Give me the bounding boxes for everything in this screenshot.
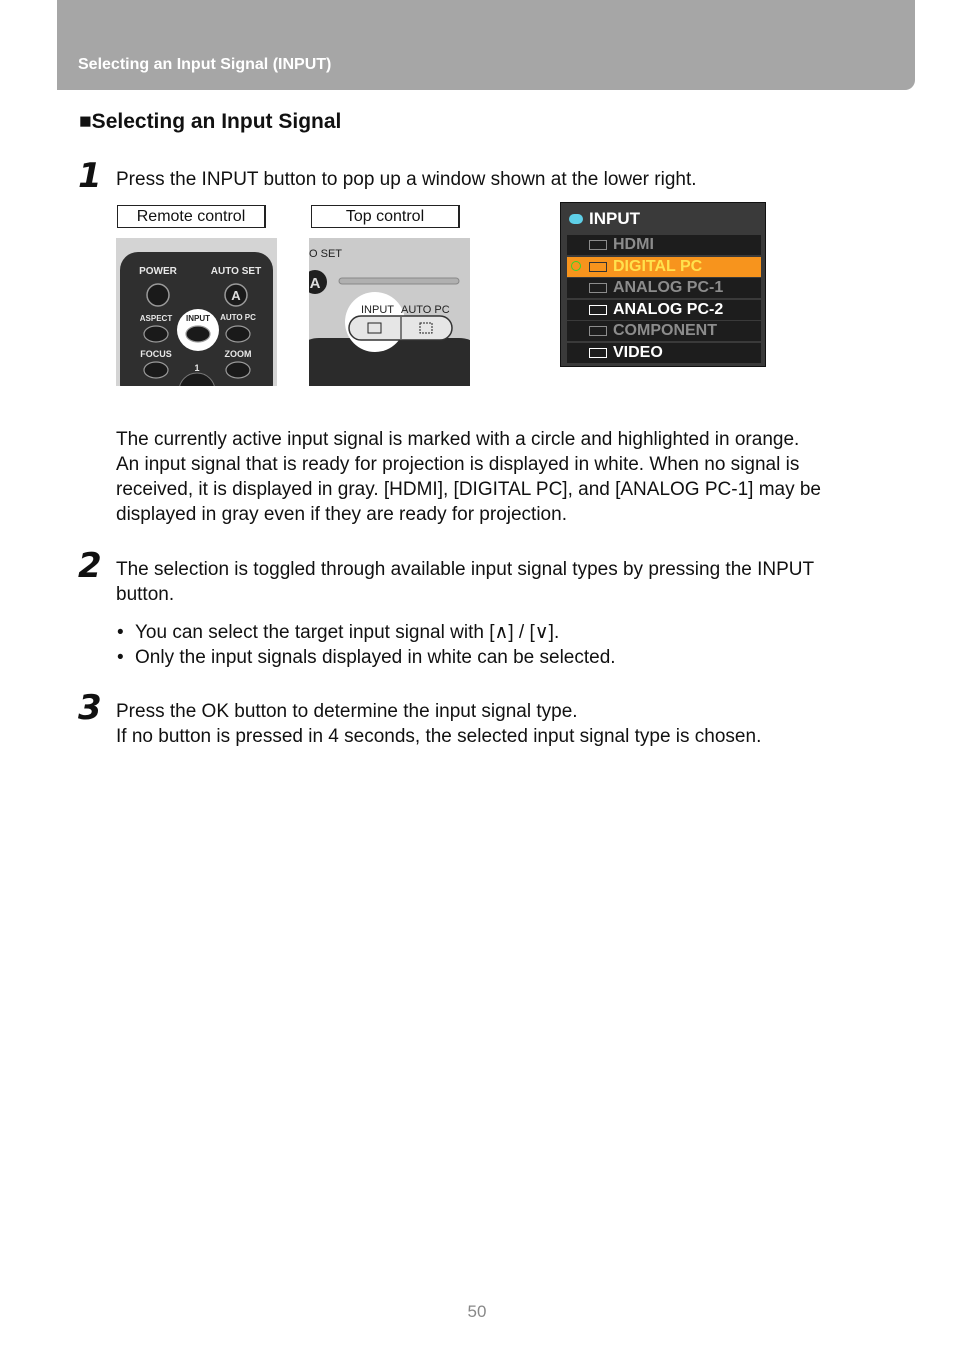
osd-item-digital-pc[interactable] bbox=[567, 257, 761, 277]
remote-control-illustration bbox=[116, 238, 277, 386]
description-line: An input signal that is ready for projection is displayed in white. When no signal is bbox=[116, 454, 800, 475]
step-3-line-1: Press the OK button to determine the input signal type. bbox=[116, 701, 578, 722]
remote-one-label: 1 bbox=[194, 363, 200, 373]
osd-item-label: VIDEO bbox=[613, 343, 663, 361]
top-control-photo bbox=[309, 238, 470, 386]
remote-zoom-label: ZOOM bbox=[224, 349, 252, 359]
osd-item-hdmi[interactable] bbox=[567, 235, 761, 255]
osd-item-label: COMPONENT bbox=[613, 322, 717, 339]
remote-auto-pc-label: AUTO PC bbox=[220, 313, 256, 322]
top-auto-set-label: O SET bbox=[309, 248, 343, 260]
bullet-list bbox=[116, 620, 616, 670]
step-3-line-2: If no button is pressed in 4 seconds, the selected input signal type is chosen. bbox=[116, 726, 762, 747]
header-title: Selecting an Input Signal (INPUT) bbox=[78, 56, 332, 73]
osd-item-component[interactable] bbox=[567, 321, 761, 341]
step-2-number: 2 bbox=[78, 546, 102, 586]
step-1-text: Press the INPUT button to pop up a window shown at the lower right. bbox=[116, 169, 697, 190]
osd-title-text: INPUT bbox=[589, 209, 640, 228]
remote-auto-set-label: AUTO SET bbox=[210, 266, 262, 277]
section-title: ■Selecting an Input Signal bbox=[79, 110, 342, 133]
top-input-label: INPUT bbox=[361, 304, 394, 316]
remote-focus-label: FOCUS bbox=[140, 349, 172, 359]
osd-item-label: ANALOG PC-1 bbox=[613, 279, 724, 296]
step-3-text bbox=[116, 699, 761, 749]
top-control-illustration bbox=[309, 238, 470, 386]
input-osd-window bbox=[560, 202, 766, 367]
bullet-item: • You can select the target input signal with [∧] / [∨]. bbox=[116, 620, 616, 645]
osd-item-analog-pc-2[interactable] bbox=[567, 300, 761, 320]
remote-control-label: Remote control bbox=[117, 205, 266, 228]
osd-title bbox=[569, 209, 640, 229]
description-line: The currently active input signal is marked with a circle and highlighted in orange. bbox=[116, 429, 800, 450]
step-3-number: 3 bbox=[78, 688, 102, 728]
step-2-line-1: The selection is toggled through available input signal types by pressing the INPUT bbox=[116, 559, 815, 580]
active-marker-icon bbox=[571, 261, 581, 271]
description-line: received, it is displayed in gray. [HDMI], [DIGITAL PC], and [ANALOG PC-1] may be bbox=[116, 479, 822, 500]
top-control-label: Top control bbox=[311, 205, 460, 228]
bullet-item: • Only the input signals displayed in white can be selected. bbox=[116, 645, 616, 670]
osd-item-label: HDMI bbox=[613, 236, 654, 253]
osd-item-analog-pc-1[interactable] bbox=[567, 278, 761, 298]
step-2-line-2: button. bbox=[116, 584, 175, 605]
input-source-icon bbox=[589, 326, 607, 336]
remote-power-label: POWER bbox=[139, 266, 177, 277]
remote-input-label: INPUT bbox=[186, 314, 210, 323]
input-source-icon bbox=[589, 283, 607, 293]
input-source-icon bbox=[589, 348, 607, 358]
remote-auto-set-a: A bbox=[231, 288, 241, 303]
osd-item-label: DIGITAL PC bbox=[613, 257, 703, 275]
input-source-icon bbox=[589, 240, 607, 250]
step-1-number: 1 bbox=[78, 156, 102, 196]
remote-control-photo bbox=[116, 238, 277, 386]
description-line: displayed in gray even if they are ready for projection. bbox=[116, 504, 567, 525]
top-a-label: A bbox=[309, 275, 321, 292]
osd-item-label: ANALOG PC-2 bbox=[613, 300, 724, 318]
input-source-icon bbox=[589, 305, 607, 315]
input-icon bbox=[569, 214, 583, 224]
step-2-text bbox=[116, 557, 814, 607]
input-source-icon bbox=[589, 262, 607, 272]
remote-aspect-label: ASPECT bbox=[139, 314, 173, 323]
page-header bbox=[57, 0, 915, 90]
top-auto-pc-label: AUTO PC bbox=[401, 304, 450, 316]
osd-item-video[interactable] bbox=[567, 343, 761, 363]
page-number: 50 bbox=[467, 1302, 487, 1321]
